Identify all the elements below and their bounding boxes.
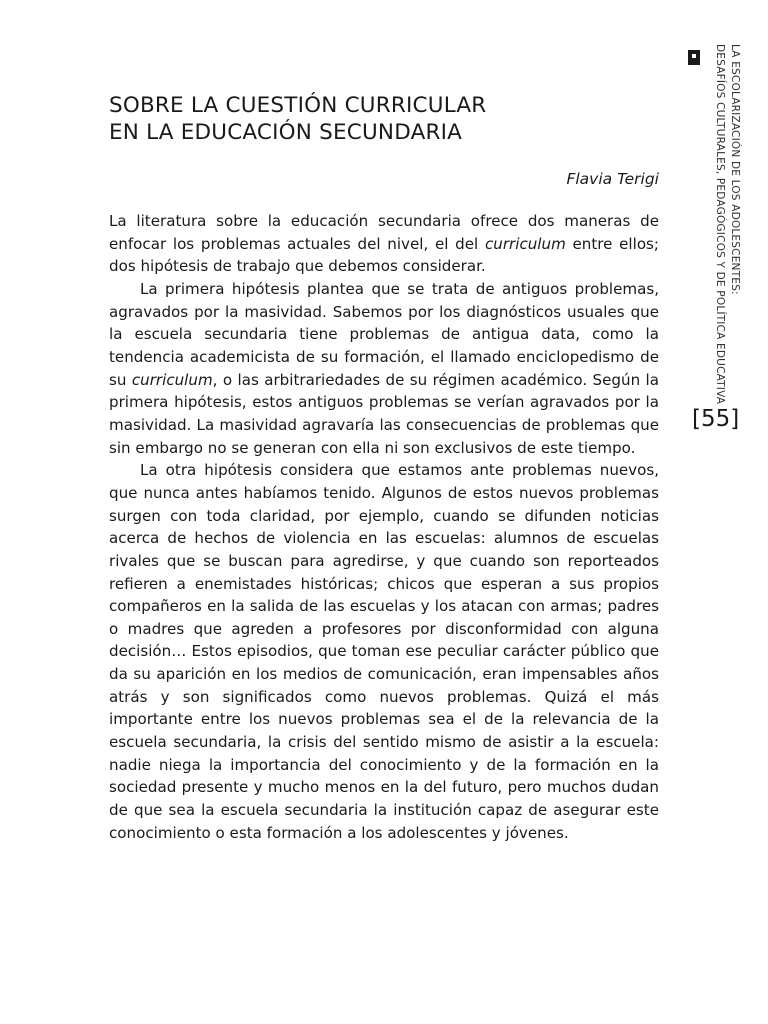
page-number: [55]: [692, 406, 740, 432]
paragraph-3: La otra hipótesis considera que estamos ante problemas nuevos, que nunca antes habíamos tenido. Algunos de estos nuevos problemas surgen con toda claridad, por ejemplo, cuando se difunden noticias acerca de hechos de violencia en las escuelas: alumnos de escuelas rivales que se buscan para agredirse, y que cuando son reporteados refieren a enemistades históricas; chicos que esperan a sus propios compañeros en la salida de las escuelas y los atacan con armas; padres o madres que agreden a profesores por disconformidad con alguna decisión… Estos episodios, que toman ese peculiar carácter público que da su aparición en los medios de comunicación, eran impensables años atrás y son significados como nuevos problemas. Quizá el más importante entre los nuevos problemas sea el de la relevancia de la escuela secundaria, la crisis del sentido mismo de asistir a la escuela: nadie niega la importancia del conocimiento y de la formación en la sociedad presente y mucho menos en la del futuro, pero muchos dudan de que sea la escuela secundaria la institución capaz de asegurar este conocimiento o esta formación a los adolescentes y jóvenes.: [109, 461, 659, 842]
paragraph-1-text-a: La literatura sobre la educación secundaria ofrece dos maneras de enfocar los problemas actuales del nivel, el del: [109, 212, 659, 253]
paragraph-2-emphasis: curriculum: [131, 370, 213, 389]
paragraph-1: [109, 210, 659, 278]
paragraph-2-text-b: , o las arbitrariedades de su régimen académico. Según la primera hipótesis, estos antiguos problemas se verían agravados por la masividad. La masividad agravaría las consecuencias de problemas que sin embargo no se generan con ella ni son exclusivos de este tiempo.: [109, 370, 659, 457]
running-head: [690, 44, 742, 405]
chapter-title: [109, 92, 569, 146]
running-head-line-1: LA ESCOLARIZACIÓN DE LOS ADOLESCENTES:: [729, 44, 741, 295]
chapter-title-line-2: EN LA EDUCACIÓN SECUNDARIA: [109, 120, 463, 145]
paragraph-1-emphasis: curriculum: [484, 234, 566, 253]
running-head-line-2: DESAFÍOS CULTURALES, PEDAGÓGICOS Y DE POLÍTICA EDUCATIVA: [714, 44, 726, 405]
author-name: Flavia Terigi: [566, 170, 659, 188]
body-text: [109, 210, 659, 844]
paragraph-1-text-b: entre ellos; dos hipótesis de trabajo que debemos considerar.: [109, 234, 660, 276]
paragraph-2: [109, 278, 659, 459]
paragraph-2-text-a: La primera hipótesis plantea que se trata de antiguos problemas, agravados por la masividad. Sabemos por los diagnósticos usuales que la escuela secundaria tiene problemas de antigua data, como la tendencia academicista de su formación, el llamado enciclopedismo de su: [109, 279, 659, 389]
chapter-title-line-1: SOBRE LA CUESTIÓN CURRICULAR: [109, 93, 487, 118]
